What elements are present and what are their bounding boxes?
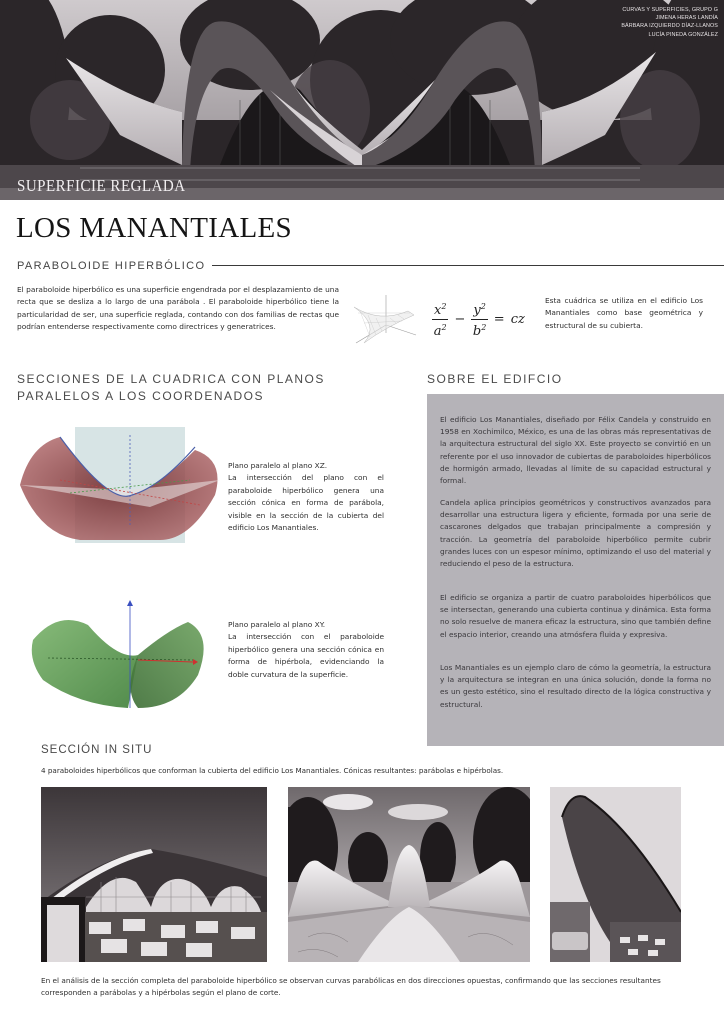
credit-line: BÁRBARA IZQUIERDO DÍAZ-LLANOS [621, 23, 718, 30]
about-paragraph: Los Manantiales es un ejemplo claro de cómo la geometría, la estructura y la arquitectura se integran en una única solución, donde la forma no es un gesto estético, sino el resultado directo de la lógica constructiva y estructural. [440, 663, 711, 709]
xz-plane-section-graph [20, 425, 220, 543]
section-heading-about: SOBRE EL EDIFCIO [427, 372, 563, 386]
roof-photo [288, 787, 530, 962]
shell-edge-photo [550, 787, 681, 962]
interior-photo [41, 787, 267, 962]
author-credits [621, 6, 718, 39]
equals-sign: = [493, 312, 505, 327]
about-paragraph: El edificio Los Manantiales, diseñado por Félix Candela y construido en 1958 en Xochimilco, México, es una de las obras más representativas de la arquitectura estructural del siglo XX. Este proyecto se convirtió en un referente por el uso innovador de cubiertas de paraboloides hiperbólicos de hormigón armado, llevadas al límite de su capacidad estructural y formal. [440, 415, 711, 486]
exponent: 2 [481, 323, 487, 332]
insitu-caption: 4 paraboloides hiperbólicos que conforman la cubierta del edificio Los Manantiales. Cónicas resultantes: parábolas e hipérbolas. [41, 766, 504, 775]
section-heading-insitu: SECCIÓN IN SITU [41, 744, 153, 756]
about-paragraph: El edificio se organiza a partir de cuatro paraboloides hiperbólicos que se intersectan, generando una cubierta continua y dinámica. Esta forma no solo resuelve de manera eficaz la estructura, sino que también define el espacio interior, creando una atmósfera fluida y expresiva. [440, 593, 711, 639]
section-heading-sections [17, 371, 377, 405]
xy-plane-section-graph [28, 600, 208, 712]
page-title: LOS MANANTIALES [16, 212, 292, 244]
section-heading-paraboloid: PARABOLOIDE HIPERBÓLICO [17, 260, 206, 272]
building-photo-illustration [0, 0, 724, 200]
usage-paragraph: Esta cuádrica se utiliza en el edificio Los Manantiales como base geométrica y estructural de su cubierta. [545, 296, 703, 330]
header-photo [0, 0, 724, 200]
xz-section-title: Plano paralelo al plano XZ. [228, 461, 328, 470]
paraboloid-wireframe-graph [350, 293, 420, 349]
xy-section-title: Plano paralelo al plano XY. [228, 620, 326, 629]
hero-label: SUPERFICIE REGLADA [17, 178, 186, 196]
heading-line: SECCIONES DE LA CUADRICA CON PLANOS [17, 372, 325, 386]
heading-line: PARALELOS A LOS COORDENADOS [17, 389, 265, 403]
denominator: b [472, 324, 482, 339]
numerator: x [434, 303, 442, 318]
denominator: a [433, 324, 442, 339]
xz-section-description [228, 460, 384, 534]
xy-section-description [228, 619, 384, 681]
numerator: y [473, 303, 481, 318]
credit-line: LUCÍA PINEDA GONZÁLEZ [648, 31, 718, 38]
fraction-y-over-b [471, 300, 487, 339]
intro-paragraph: El paraboloide hiperbólico es una superficie engendrada por el desplazamiento de una recta que se desliza a lo largo de una parábola . El paraboloide hiperbólico tiene la particularidad de ser, una superficie reglada, contando con dos familias de rectas que podrían entenderse respectivamente como directrices y generatrices. [17, 285, 339, 332]
exponent: 2 [441, 323, 447, 332]
credit-line: CURVAS Y SUPERFICIES, GRUPO G [622, 7, 718, 13]
divider-line [212, 265, 724, 266]
exponent: 2 [480, 302, 486, 311]
fraction-x-over-a [432, 300, 448, 339]
credit-line: JIMENA HERAS LANDÍA [655, 15, 718, 22]
minus-sign: − [454, 312, 466, 327]
exponent: 2 [441, 302, 447, 311]
paraboloid-equation [432, 300, 525, 339]
xz-section-text: La intersección del plano con el paraboloide hiperbólico genera una sección cónica en forma de parábola, visible en la sección de la cubierta del edificio Los Manantiales. [228, 473, 384, 533]
xy-section-text: La intersección con el paraboloide hiperbólico genera una sección cónica en forma de hipérbola, evidenciando la doble curvatura de la superficie. [228, 632, 384, 679]
equation-rhs: cz [510, 312, 525, 327]
about-paragraph: Candela aplica principios geométricos y constructivos avanzados para desarrollar una estructura ligera y eficiente, formada por una serie de cascarones delgados que trabajan principalmente a compresión y tracción. La geometría del paraboloide hiperbólico permite cubrir grandes luces con un espesor mínimo, optimizando el uso del material y reduciendo el peso de la estructura. [440, 498, 711, 569]
about-building-panel [427, 394, 724, 746]
conclusion-paragraph: En el análisis de la sección completa del paraboloide hiperbólico se observan curvas parabólicas en dos direcciones opuestas, confirmando que las secciones resultantes corresponden a parábolas y a hipérbolas según el plano de corte. [41, 976, 661, 998]
